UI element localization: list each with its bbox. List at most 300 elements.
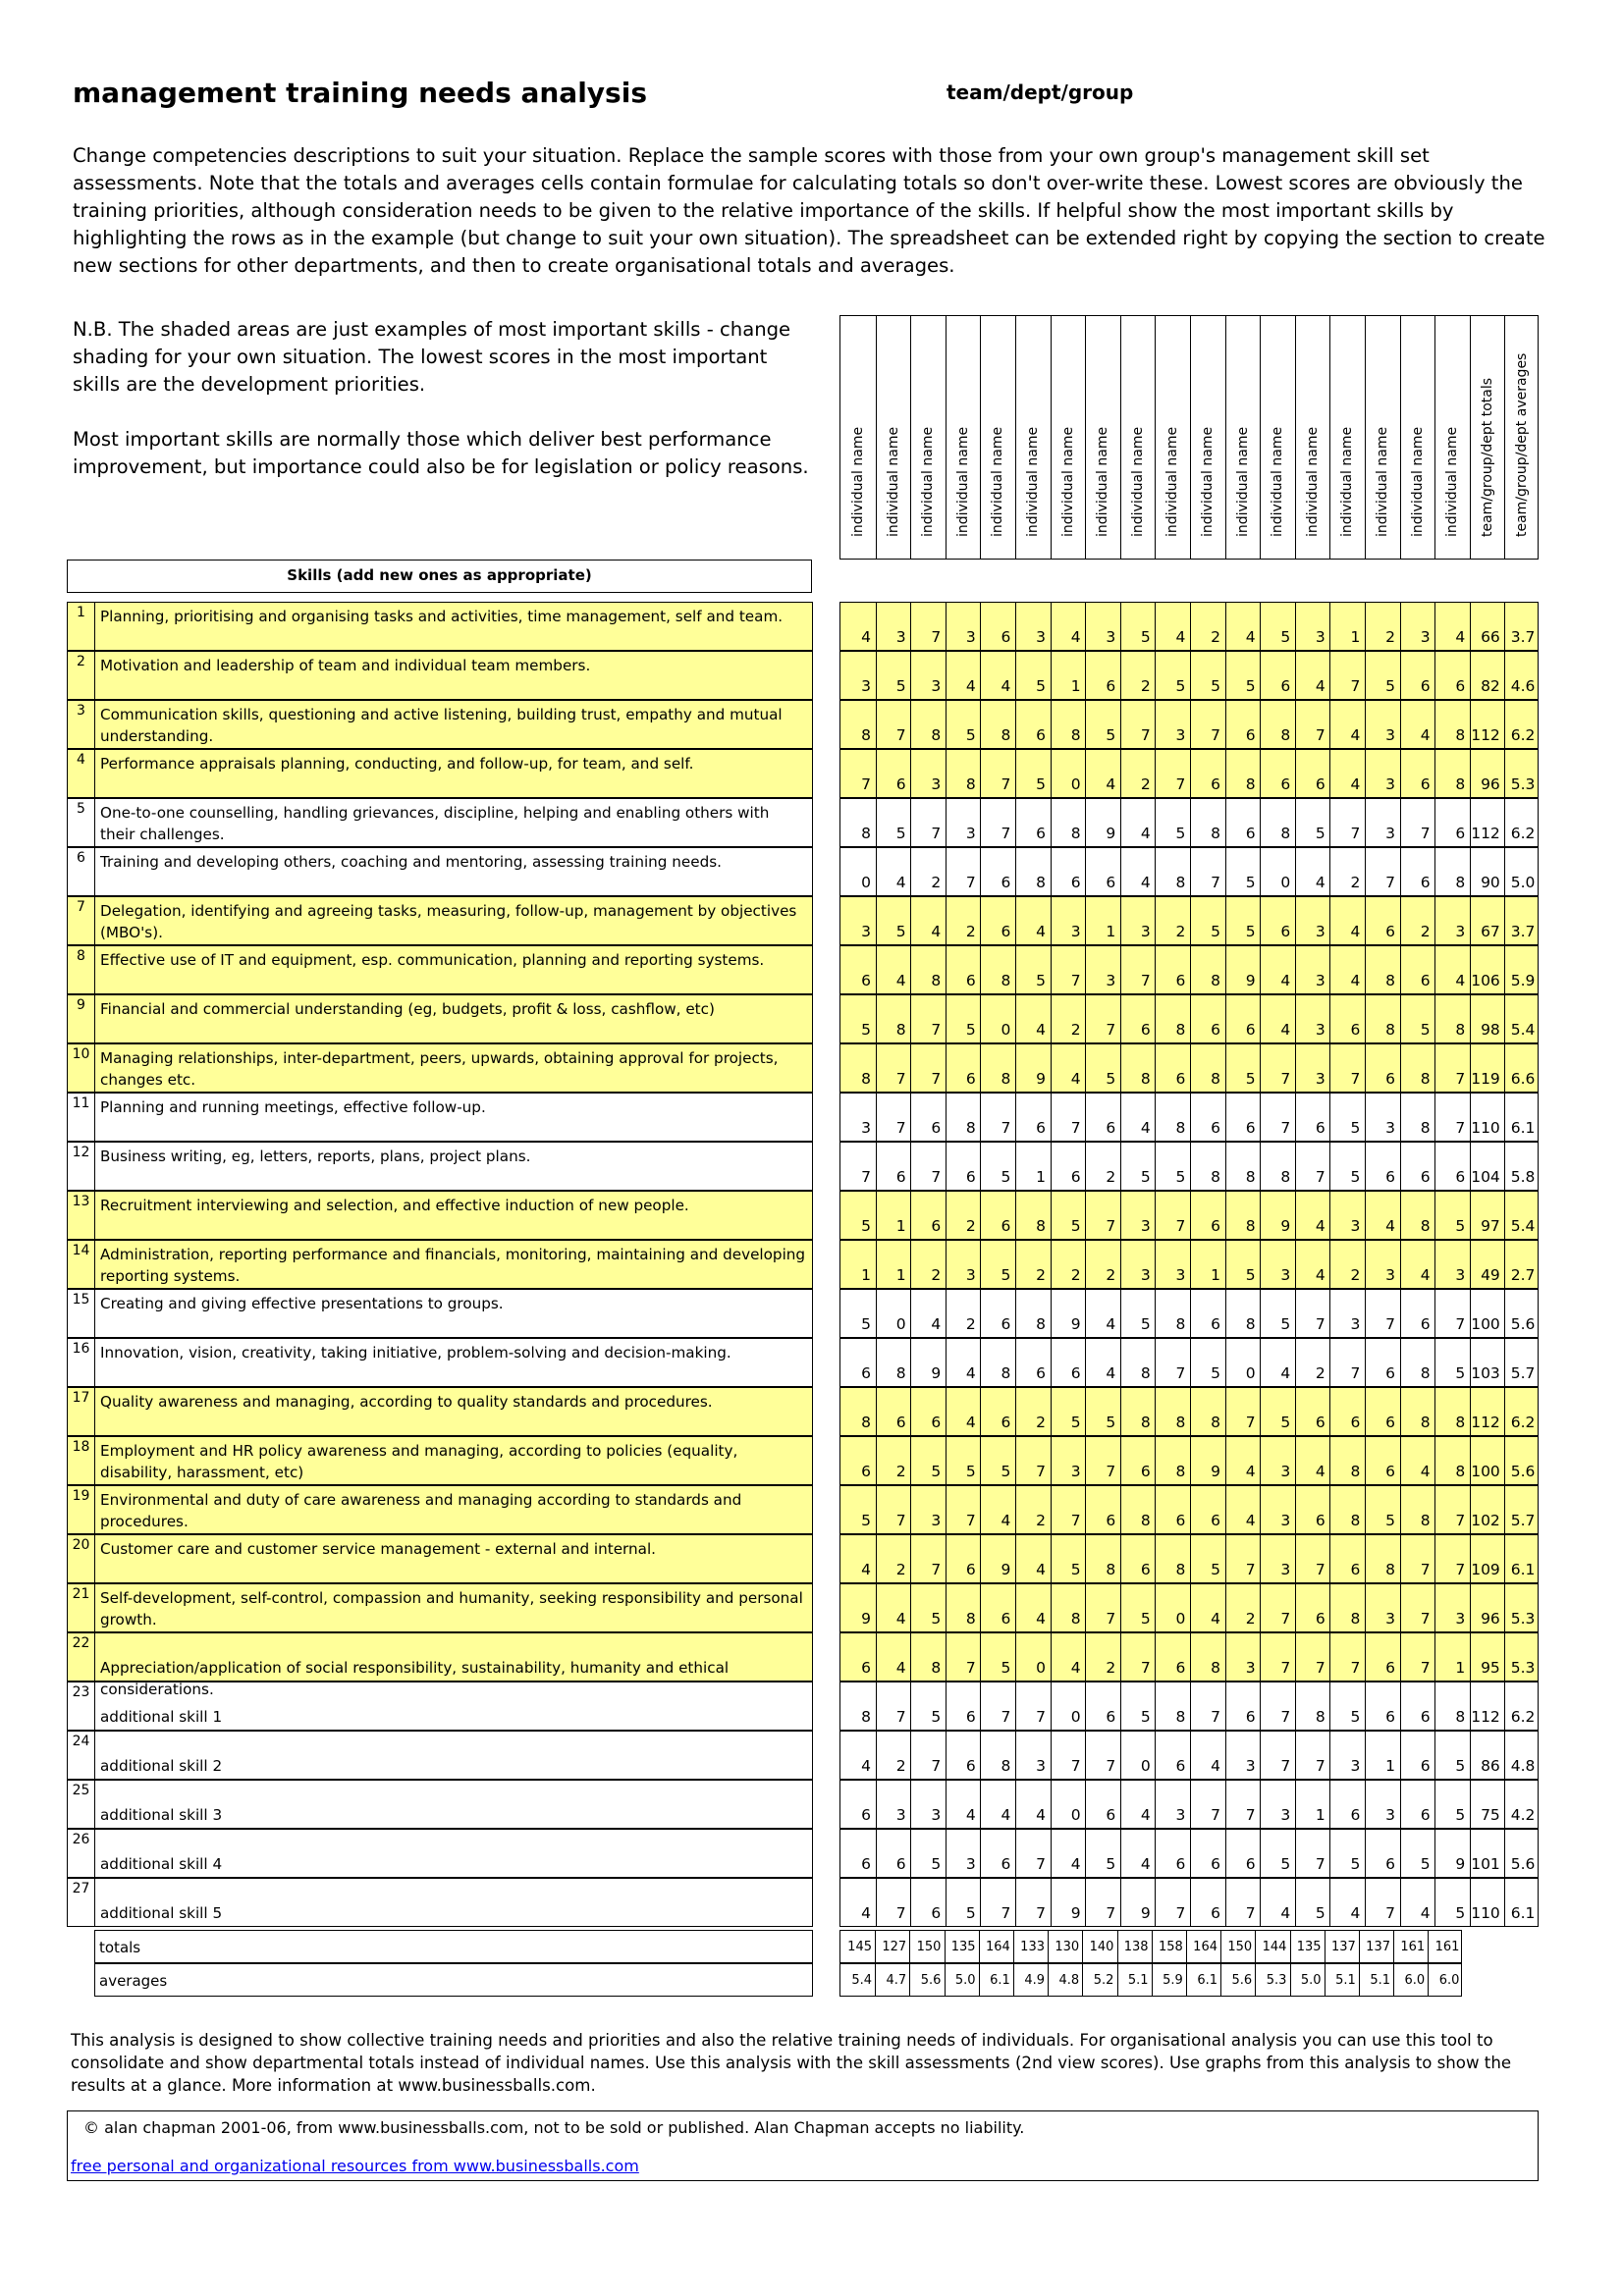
- score-cell[interactable]: 6: [1225, 995, 1260, 1042]
- score-cell[interactable]: 6: [861, 1659, 871, 1677]
- score-cell[interactable]: 4: [1329, 701, 1364, 748]
- score-cell[interactable]: 7: [1085, 1437, 1119, 1484]
- score-cell[interactable]: 4: [946, 1339, 980, 1386]
- skill-description[interactable]: Performance appraisals planning, conducting, and follow-up, for team, and self.: [100, 755, 694, 773]
- score-cell[interactable]: 5: [1434, 1879, 1469, 1926]
- score-cell[interactable]: 8: [1260, 701, 1294, 748]
- score-cell[interactable]: 5: [1260, 1388, 1294, 1435]
- score-cell[interactable]: 5: [1225, 848, 1260, 895]
- skill-description[interactable]: Planning and running meetings, effective follow-up.: [100, 1098, 486, 1116]
- score-cell[interactable]: 7: [1295, 701, 1329, 748]
- score-cell[interactable]: 1: [1190, 1241, 1224, 1288]
- score-cell[interactable]: 4: [861, 1757, 871, 1775]
- score-cell[interactable]: 7: [1329, 652, 1364, 699]
- score-cell[interactable]: 7: [1434, 1094, 1469, 1141]
- score-cell[interactable]: 3: [1155, 1781, 1189, 1828]
- score-cell[interactable]: 3: [1365, 1241, 1399, 1288]
- score-cell[interactable]: 9: [1085, 799, 1119, 846]
- score-cell[interactable]: 7: [1085, 1584, 1119, 1631]
- score-cell[interactable]: 8: [980, 1339, 1014, 1386]
- score-cell[interactable]: 6: [1329, 1535, 1364, 1582]
- skill-description[interactable]: Financial and commercial understanding (eg, budgets, profit & loss, cashflow, etc): [100, 1000, 715, 1018]
- score-cell[interactable]: 6: [1329, 1388, 1364, 1435]
- score-cell[interactable]: 8: [1051, 799, 1085, 846]
- score-cell[interactable]: 5: [1120, 1290, 1155, 1337]
- score-cell[interactable]: 1: [861, 1266, 871, 1284]
- score-cell[interactable]: 4: [946, 652, 980, 699]
- score-cell[interactable]: 7: [1051, 1094, 1085, 1141]
- score-cell[interactable]: 3: [910, 1486, 945, 1533]
- skill-description[interactable]: Innovation, vision, creativity, taking initiative, problem-solving and decision-making.: [100, 1344, 731, 1362]
- score-cell[interactable]: 3: [1329, 1732, 1364, 1779]
- score-cell[interactable]: 2: [1015, 1241, 1050, 1288]
- score-cell[interactable]: 6: [1085, 652, 1119, 699]
- score-cell[interactable]: 5: [1329, 1682, 1364, 1730]
- score-cell[interactable]: 5: [980, 1241, 1014, 1288]
- score-cell[interactable]: 3: [1365, 1584, 1399, 1631]
- score-cell[interactable]: 0: [876, 1290, 910, 1337]
- score-cell[interactable]: 5: [1085, 1388, 1119, 1435]
- score-cell[interactable]: 5: [1400, 1830, 1434, 1877]
- score-cell[interactable]: 7: [1225, 1388, 1260, 1435]
- score-cell[interactable]: 6: [1295, 1388, 1329, 1435]
- score-cell[interactable]: 5: [876, 799, 910, 846]
- score-cell[interactable]: 3: [861, 677, 871, 695]
- score-cell[interactable]: 0: [1120, 1732, 1155, 1779]
- score-cell[interactable]: 8: [1365, 1535, 1399, 1582]
- score-cell[interactable]: 3: [876, 603, 910, 650]
- score-cell[interactable]: 7: [1329, 799, 1364, 846]
- score-cell[interactable]: 7: [946, 1486, 980, 1533]
- skill-description[interactable]: Creating and giving effective presentations to groups.: [100, 1295, 504, 1312]
- skill-description[interactable]: Effective use of IT and equipment, esp. communication, planning and reporting systems.: [100, 951, 765, 969]
- score-cell[interactable]: 5: [1260, 1290, 1294, 1337]
- score-cell[interactable]: 6: [1085, 1781, 1119, 1828]
- score-cell[interactable]: 6: [1190, 1290, 1224, 1337]
- score-cell[interactable]: 7: [1260, 1044, 1294, 1092]
- score-cell[interactable]: 2: [1365, 603, 1399, 650]
- score-cell[interactable]: 6: [1400, 1290, 1434, 1337]
- score-cell[interactable]: 7: [980, 1879, 1014, 1926]
- score-cell[interactable]: 4: [1190, 1732, 1224, 1779]
- score-cell[interactable]: 6: [946, 946, 980, 993]
- score-cell[interactable]: 7: [910, 603, 945, 650]
- score-cell[interactable]: 5: [1434, 1781, 1469, 1828]
- score-cell[interactable]: 3: [1295, 1044, 1329, 1092]
- score-cell[interactable]: 8: [1190, 1633, 1224, 1681]
- score-cell[interactable]: 7: [1190, 1781, 1224, 1828]
- score-cell[interactable]: 6: [980, 1830, 1014, 1877]
- score-cell[interactable]: 4: [1015, 1535, 1050, 1582]
- score-cell[interactable]: 6: [1365, 1682, 1399, 1730]
- score-cell[interactable]: 4: [1190, 1584, 1224, 1631]
- score-cell[interactable]: 4: [1260, 946, 1294, 993]
- score-cell[interactable]: 5: [876, 897, 910, 944]
- score-cell[interactable]: 7: [1260, 1633, 1294, 1681]
- score-cell[interactable]: 8: [1155, 1290, 1189, 1337]
- score-cell[interactable]: 8: [1155, 848, 1189, 895]
- score-cell[interactable]: 7: [1295, 1290, 1329, 1337]
- score-cell[interactable]: 7: [876, 1094, 910, 1141]
- score-cell[interactable]: 2: [1015, 1388, 1050, 1435]
- score-cell[interactable]: 5: [1329, 1094, 1364, 1141]
- score-cell[interactable]: 2: [1015, 1486, 1050, 1533]
- score-cell[interactable]: 7: [980, 750, 1014, 797]
- score-cell[interactable]: 7: [1085, 995, 1119, 1042]
- score-cell[interactable]: 6: [1365, 1633, 1399, 1681]
- score-cell[interactable]: 4: [980, 1486, 1014, 1533]
- score-cell[interactable]: 3: [1365, 1094, 1399, 1141]
- score-cell[interactable]: 2: [876, 1732, 910, 1779]
- score-cell[interactable]: 4: [1085, 1290, 1119, 1337]
- score-cell[interactable]: 7: [876, 1879, 910, 1926]
- skill-description[interactable]: Training and developing others, coaching and mentoring, assessing training needs.: [100, 853, 722, 871]
- score-cell[interactable]: 5: [1190, 1339, 1224, 1386]
- score-cell[interactable]: 8: [1190, 946, 1224, 993]
- score-cell[interactable]: 0: [980, 995, 1014, 1042]
- score-cell[interactable]: 8: [1400, 1192, 1434, 1239]
- score-cell[interactable]: 8: [980, 701, 1014, 748]
- score-cell[interactable]: 6: [1015, 701, 1050, 748]
- score-cell[interactable]: 4: [1400, 1879, 1434, 1926]
- score-cell[interactable]: 6: [1434, 799, 1469, 846]
- score-cell[interactable]: 6: [1365, 1388, 1399, 1435]
- score-cell[interactable]: 6: [1190, 1830, 1224, 1877]
- score-cell[interactable]: 5: [1015, 750, 1050, 797]
- score-cell[interactable]: 1: [1051, 652, 1085, 699]
- score-cell[interactable]: 2: [946, 1290, 980, 1337]
- score-cell[interactable]: 6: [946, 1044, 980, 1092]
- score-cell[interactable]: 3: [910, 750, 945, 797]
- score-cell[interactable]: 1: [876, 1241, 910, 1288]
- score-cell[interactable]: 8: [861, 1070, 871, 1088]
- score-cell[interactable]: 0: [1015, 1633, 1050, 1681]
- score-cell[interactable]: 3: [1295, 946, 1329, 993]
- score-cell[interactable]: 8: [1155, 1388, 1189, 1435]
- score-cell[interactable]: 9: [980, 1535, 1014, 1582]
- score-cell[interactable]: 9: [861, 1610, 871, 1628]
- score-cell[interactable]: 7: [1434, 1044, 1469, 1092]
- skill-description[interactable]: additional skill 3: [100, 1806, 223, 1824]
- score-cell[interactable]: 4: [1120, 848, 1155, 895]
- score-cell[interactable]: 8: [1155, 1535, 1189, 1582]
- score-cell[interactable]: 2: [946, 897, 980, 944]
- score-cell[interactable]: 8: [861, 726, 871, 744]
- skill-description[interactable]: additional skill 1: [100, 1708, 223, 1726]
- score-cell[interactable]: 8: [910, 1633, 945, 1681]
- score-cell[interactable]: 6: [946, 1682, 980, 1730]
- score-cell[interactable]: 5: [980, 1437, 1014, 1484]
- score-cell[interactable]: 9: [1015, 1044, 1050, 1092]
- score-cell[interactable]: 7: [1225, 1879, 1260, 1926]
- score-cell[interactable]: 4: [910, 1290, 945, 1337]
- score-cell[interactable]: 6: [980, 1192, 1014, 1239]
- score-cell[interactable]: 4: [1329, 750, 1364, 797]
- score-cell[interactable]: 7: [910, 995, 945, 1042]
- score-cell[interactable]: 7: [1155, 1339, 1189, 1386]
- score-cell[interactable]: 4: [876, 1584, 910, 1631]
- score-cell[interactable]: 1: [1329, 603, 1364, 650]
- skill-description[interactable]: Employment and HR policy awareness and managing, according to policies (equality, disability, harassment, etc): [100, 1442, 738, 1481]
- score-cell[interactable]: 4: [980, 1781, 1014, 1828]
- score-cell[interactable]: 6: [876, 1388, 910, 1435]
- score-cell[interactable]: 5: [910, 1584, 945, 1631]
- score-cell[interactable]: 8: [876, 1339, 910, 1386]
- score-cell[interactable]: 5: [1434, 1732, 1469, 1779]
- score-cell[interactable]: 5: [946, 1437, 980, 1484]
- score-cell[interactable]: 2: [1120, 750, 1155, 797]
- score-cell[interactable]: 6: [946, 1732, 980, 1779]
- score-cell[interactable]: 3: [1434, 1584, 1469, 1631]
- score-cell[interactable]: 7: [1120, 701, 1155, 748]
- score-cell[interactable]: 3: [1400, 603, 1434, 650]
- score-cell[interactable]: 6: [980, 897, 1014, 944]
- score-cell[interactable]: 5: [1329, 1143, 1364, 1190]
- score-cell[interactable]: 6: [1085, 1682, 1119, 1730]
- score-cell[interactable]: 5: [1155, 1143, 1189, 1190]
- score-cell[interactable]: 3: [910, 1781, 945, 1828]
- score-cell[interactable]: 6: [1329, 995, 1364, 1042]
- score-cell[interactable]: 7: [1329, 1339, 1364, 1386]
- score-cell[interactable]: 6: [1120, 1437, 1155, 1484]
- score-cell[interactable]: 8: [1434, 750, 1469, 797]
- score-cell[interactable]: 8: [910, 946, 945, 993]
- score-cell[interactable]: 3: [1155, 701, 1189, 748]
- score-cell[interactable]: 7: [1295, 1830, 1329, 1877]
- skill-description[interactable]: Planning, prioritising and organising tasks and activities, time management, self and team.: [100, 608, 784, 625]
- score-cell[interactable]: 5: [1295, 1879, 1329, 1926]
- score-cell[interactable]: 5: [1329, 1830, 1364, 1877]
- score-cell[interactable]: 5: [1120, 1682, 1155, 1730]
- score-cell[interactable]: 8: [1434, 995, 1469, 1042]
- score-cell[interactable]: 7: [980, 1094, 1014, 1141]
- score-cell[interactable]: 8: [1434, 1437, 1469, 1484]
- score-cell[interactable]: 6: [1015, 799, 1050, 846]
- score-cell[interactable]: 5: [910, 1437, 945, 1484]
- score-cell[interactable]: 8: [1400, 1044, 1434, 1092]
- score-cell[interactable]: 2: [1329, 848, 1364, 895]
- score-cell[interactable]: 2: [1051, 995, 1085, 1042]
- score-cell[interactable]: 4: [1434, 946, 1469, 993]
- score-cell[interactable]: 6: [1434, 1143, 1469, 1190]
- score-cell[interactable]: 3: [1051, 1437, 1085, 1484]
- score-cell[interactable]: 6: [1400, 1732, 1434, 1779]
- score-cell[interactable]: 2: [1225, 1584, 1260, 1631]
- score-cell[interactable]: 8: [1260, 799, 1294, 846]
- score-cell[interactable]: 8: [1400, 1094, 1434, 1141]
- skill-description[interactable]: Delegation, identifying and agreeing tasks, measuring, follow-up, management by objectives (MBO's).: [100, 902, 797, 941]
- score-cell[interactable]: 3: [1015, 1732, 1050, 1779]
- score-cell[interactable]: 7: [861, 775, 871, 793]
- score-cell[interactable]: 7: [1085, 1192, 1119, 1239]
- score-cell[interactable]: 9: [1051, 1879, 1085, 1926]
- score-cell[interactable]: 8: [1434, 701, 1469, 748]
- score-cell[interactable]: 3: [1365, 701, 1399, 748]
- score-cell[interactable]: 7: [876, 1044, 910, 1092]
- score-cell[interactable]: 8: [1015, 1192, 1050, 1239]
- score-cell[interactable]: 5: [1015, 652, 1050, 699]
- score-cell[interactable]: 4: [861, 628, 871, 646]
- score-cell[interactable]: 6: [861, 972, 871, 989]
- score-cell[interactable]: 6: [1365, 1437, 1399, 1484]
- score-cell[interactable]: 9: [1434, 1830, 1469, 1877]
- score-cell[interactable]: 9: [910, 1339, 945, 1386]
- score-cell[interactable]: 8: [861, 825, 871, 842]
- score-cell[interactable]: 4: [1329, 946, 1364, 993]
- score-cell[interactable]: 4: [1051, 1633, 1085, 1681]
- score-cell[interactable]: 5: [1190, 652, 1224, 699]
- score-cell[interactable]: 3: [946, 1241, 980, 1288]
- score-cell[interactable]: 0: [861, 874, 871, 891]
- score-cell[interactable]: 7: [980, 799, 1014, 846]
- score-cell[interactable]: 7: [1155, 1879, 1189, 1926]
- skill-description[interactable]: One-to-one counselling, handling grievances, discipline, helping and enabling others with their challenges.: [100, 804, 770, 843]
- score-cell[interactable]: 5: [1260, 603, 1294, 650]
- score-cell[interactable]: 2: [1085, 1241, 1119, 1288]
- score-cell[interactable]: 6: [1015, 1094, 1050, 1141]
- score-cell[interactable]: 1: [1015, 1143, 1050, 1190]
- score-cell[interactable]: 6: [1190, 1486, 1224, 1533]
- score-cell[interactable]: 6: [980, 1584, 1014, 1631]
- score-cell[interactable]: 8: [1329, 1584, 1364, 1631]
- score-cell[interactable]: 4: [1120, 1094, 1155, 1141]
- score-cell[interactable]: 4: [1295, 1437, 1329, 1484]
- score-cell[interactable]: 5: [861, 1021, 871, 1039]
- score-cell[interactable]: 4: [1260, 1339, 1294, 1386]
- score-cell[interactable]: 5: [1085, 1830, 1119, 1877]
- score-cell[interactable]: 6: [1155, 1044, 1189, 1092]
- score-cell[interactable]: 6: [1155, 1633, 1189, 1681]
- score-cell[interactable]: 6: [1085, 848, 1119, 895]
- score-cell[interactable]: 6: [910, 1388, 945, 1435]
- score-cell[interactable]: 7: [910, 1044, 945, 1092]
- score-cell[interactable]: 7: [910, 799, 945, 846]
- score-cell[interactable]: 6: [1400, 1143, 1434, 1190]
- score-cell[interactable]: 8: [1434, 1388, 1469, 1435]
- score-cell[interactable]: 7: [910, 1143, 945, 1190]
- score-cell[interactable]: 9: [1225, 946, 1260, 993]
- score-cell[interactable]: 8: [1120, 1044, 1155, 1092]
- score-cell[interactable]: 4: [1015, 1584, 1050, 1631]
- skill-description[interactable]: Self-development, self-control, compassion and humanity, seeking responsibility and personal growth.: [100, 1589, 803, 1629]
- score-cell[interactable]: 8: [1295, 1682, 1329, 1730]
- score-cell[interactable]: 3: [1120, 1192, 1155, 1239]
- score-cell[interactable]: 3: [1120, 1241, 1155, 1288]
- score-cell[interactable]: 6: [980, 1388, 1014, 1435]
- score-cell[interactable]: 6: [1155, 946, 1189, 993]
- score-cell[interactable]: 4: [1120, 799, 1155, 846]
- score-cell[interactable]: 8: [910, 701, 945, 748]
- score-cell[interactable]: 5: [1260, 1830, 1294, 1877]
- score-cell[interactable]: 6: [861, 1463, 871, 1480]
- score-cell[interactable]: 4: [1295, 652, 1329, 699]
- score-cell[interactable]: 3: [1329, 1290, 1364, 1337]
- score-cell[interactable]: 7: [1051, 946, 1085, 993]
- score-cell[interactable]: 3: [861, 1119, 871, 1137]
- score-cell[interactable]: 6: [1260, 652, 1294, 699]
- skill-description[interactable]: Appreciation/application of social responsibility, sustainability, humanity and ethical considerations.: [100, 1659, 730, 1698]
- skill-description[interactable]: Environmental and duty of care awareness and managing according to standards and procedures.: [100, 1491, 742, 1530]
- score-cell[interactable]: 5: [861, 1512, 871, 1529]
- score-cell[interactable]: 0: [1051, 1781, 1085, 1828]
- score-cell[interactable]: 6: [861, 1806, 871, 1824]
- score-cell[interactable]: 3: [1329, 1192, 1364, 1239]
- score-cell[interactable]: 2: [1155, 897, 1189, 944]
- score-cell[interactable]: 3: [1365, 750, 1399, 797]
- score-cell[interactable]: 3: [1085, 603, 1119, 650]
- score-cell[interactable]: 2: [910, 848, 945, 895]
- score-cell[interactable]: 7: [1260, 1732, 1294, 1779]
- score-cell[interactable]: 7: [1365, 1290, 1399, 1337]
- score-cell[interactable]: 5: [1365, 652, 1399, 699]
- score-cell[interactable]: 8: [1365, 946, 1399, 993]
- score-cell[interactable]: 6: [1085, 1486, 1119, 1533]
- score-cell[interactable]: 8: [1329, 1437, 1364, 1484]
- score-cell[interactable]: 8: [1225, 1192, 1260, 1239]
- score-cell[interactable]: 3: [1225, 1633, 1260, 1681]
- score-cell[interactable]: 7: [1085, 1879, 1119, 1926]
- score-cell[interactable]: 2: [1051, 1241, 1085, 1288]
- score-cell[interactable]: 5: [980, 1143, 1014, 1190]
- score-cell[interactable]: 6: [1190, 750, 1224, 797]
- score-cell[interactable]: 6: [910, 1192, 945, 1239]
- skill-description[interactable]: Business writing, eg, letters, reports, plans, project plans.: [100, 1148, 531, 1165]
- score-cell[interactable]: 3: [1225, 1732, 1260, 1779]
- score-cell[interactable]: 6: [910, 1094, 945, 1141]
- score-cell[interactable]: 2: [1085, 1143, 1119, 1190]
- score-cell[interactable]: 9: [1120, 1879, 1155, 1926]
- score-cell[interactable]: 8: [946, 1094, 980, 1141]
- score-cell[interactable]: 4: [861, 1561, 871, 1578]
- score-cell[interactable]: 7: [1400, 1584, 1434, 1631]
- score-cell[interactable]: 8: [1260, 1143, 1294, 1190]
- skill-description[interactable]: Motivation and leadership of team and individual team members.: [100, 657, 591, 674]
- score-cell[interactable]: 8: [1400, 1339, 1434, 1386]
- score-cell[interactable]: 4: [1434, 603, 1469, 650]
- score-cell[interactable]: 5: [1015, 946, 1050, 993]
- score-cell[interactable]: 6: [1365, 1830, 1399, 1877]
- score-cell[interactable]: 7: [1295, 1535, 1329, 1582]
- score-cell[interactable]: 8: [1190, 1143, 1224, 1190]
- score-cell[interactable]: 5: [1051, 1535, 1085, 1582]
- score-cell[interactable]: 6: [1190, 995, 1224, 1042]
- score-cell[interactable]: 6: [1051, 848, 1085, 895]
- score-cell[interactable]: 7: [1434, 1486, 1469, 1533]
- score-cell[interactable]: 3: [1260, 1781, 1294, 1828]
- skill-description[interactable]: Administration, reporting performance and financials, monitoring, maintaining and developing reporting systems.: [100, 1246, 806, 1285]
- score-cell[interactable]: 5: [1434, 1339, 1469, 1386]
- score-cell[interactable]: 3: [1260, 1535, 1294, 1582]
- score-cell[interactable]: 2: [876, 1437, 910, 1484]
- skill-description[interactable]: Managing relationships, inter-department, peers, upwards, obtaining approval for projects, changes etc.: [100, 1049, 779, 1089]
- score-cell[interactable]: 2: [1190, 603, 1224, 650]
- score-cell[interactable]: 6: [1190, 1192, 1224, 1239]
- score-cell[interactable]: 7: [1225, 1535, 1260, 1582]
- score-cell[interactable]: 6: [1295, 1094, 1329, 1141]
- score-cell[interactable]: 3: [946, 799, 980, 846]
- score-cell[interactable]: 7: [1260, 1094, 1294, 1141]
- score-cell[interactable]: 7: [1085, 1732, 1119, 1779]
- score-cell[interactable]: 4: [1051, 1830, 1085, 1877]
- score-cell[interactable]: 8: [1155, 1437, 1189, 1484]
- score-cell[interactable]: 7: [1015, 1682, 1050, 1730]
- score-cell[interactable]: 4: [1295, 1192, 1329, 1239]
- skill-description[interactable]: additional skill 4: [100, 1855, 223, 1873]
- score-cell[interactable]: 7: [1225, 1781, 1260, 1828]
- score-cell[interactable]: 7: [1190, 701, 1224, 748]
- score-cell[interactable]: 2: [1085, 1633, 1119, 1681]
- score-cell[interactable]: 5: [946, 701, 980, 748]
